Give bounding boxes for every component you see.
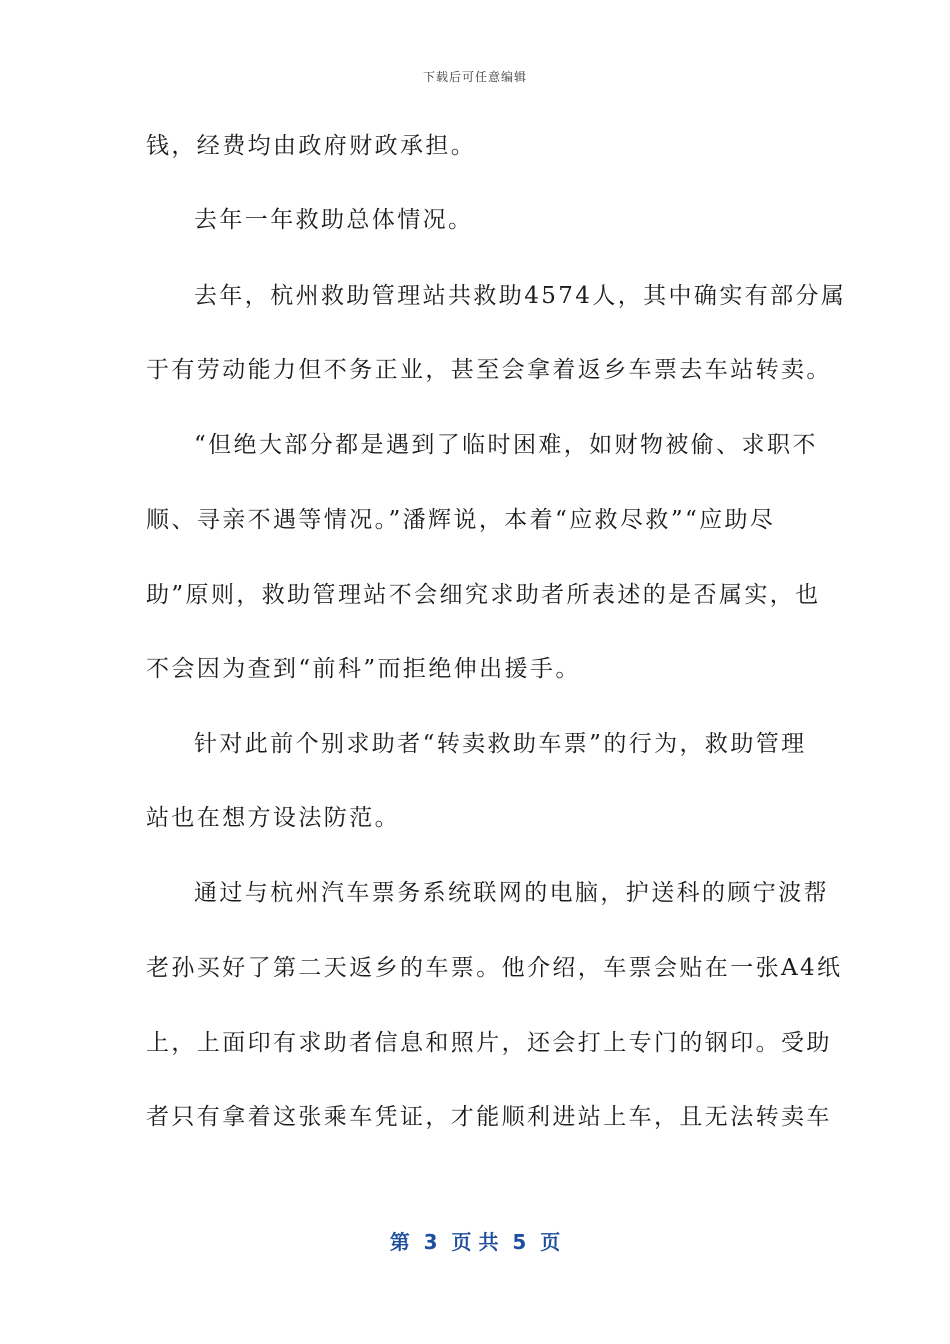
text-line: 针对此前个别求助者“转卖救助车票”的行为，救助管理: [194, 731, 807, 757]
page-number-footer: 第 3 页 共 5 页: [389, 1230, 561, 1254]
text-line: 钱，经费均由政府财政承担。: [146, 133, 477, 159]
text-line: 老孙买好了第二天返乡的车票。他介绍，车票会贴在一张A4纸: [146, 955, 843, 981]
text-line: “但绝大部分都是遇到了临时困难，如财物被偷、求职不: [194, 432, 818, 458]
text-line: 者只有拿着这张乘车凭证，才能顺利进站上车，且无法转卖车: [146, 1104, 832, 1130]
text-line: 上，上面印有求助者信息和照片，还会打上专门的钢印。受助: [146, 1030, 832, 1056]
text-line: 去年，杭州救助管理站共救助4574人，其中确实有部分属: [194, 283, 847, 309]
text-line: 不会因为查到“前科”而拒绝伸出援手。: [146, 656, 581, 682]
text-line: 助”原则，救助管理站不会细究求助者所表述的是否属实，也: [146, 582, 821, 608]
text-line: 站也在想方设法防范。: [146, 805, 400, 831]
text-line: 通过与杭州汽车票务系统联网的电脑，护送科的顾宁波帮: [194, 880, 829, 906]
text-line: 去年一年救助总体情况。: [194, 207, 474, 233]
text-line: 于有劳动能力但不务正业，甚至会拿着返乡车票去车站转卖。: [146, 357, 832, 383]
header-note: 下载后可任意编辑: [422, 70, 527, 84]
text-line: 顺、寻亲不遇等情况。”潘辉说，本着“应救尽救”“应助尽: [146, 507, 776, 533]
